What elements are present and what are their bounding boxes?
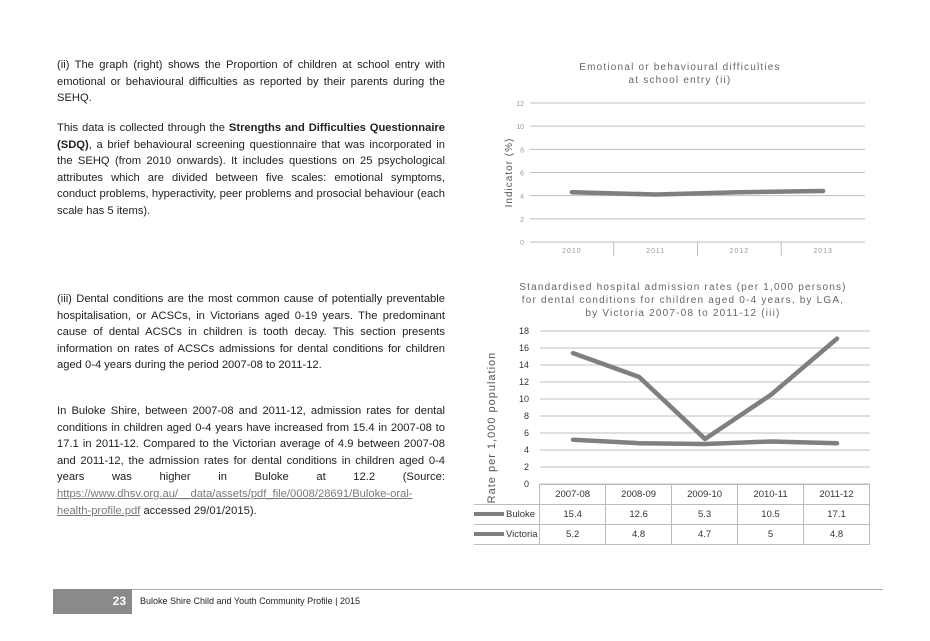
table-header-cell: 2008-09 bbox=[606, 485, 672, 505]
x-tick-label: 2012 bbox=[729, 248, 750, 255]
y-tick-label: 8 bbox=[520, 147, 524, 155]
sdq-text-start: This data is collected through the bbox=[57, 122, 229, 134]
table-cell: 4.8 bbox=[804, 525, 870, 545]
x-tick-label: 2010 bbox=[562, 248, 582, 255]
table-cell: 15.4 bbox=[540, 505, 606, 525]
y-tick-label: 4 bbox=[523, 445, 529, 455]
page-number: 23 bbox=[112, 594, 126, 608]
y-tick-label: 12 bbox=[518, 377, 529, 387]
data-point bbox=[771, 441, 772, 442]
y-tick-label: 16 bbox=[518, 343, 529, 353]
paragraph-sehq-intro: (ii) The graph (right) shows the Proportion of children at school entry with emotional or behavioural difficulties as reported by their parents during the SEHQ. bbox=[57, 59, 445, 105]
legend-label: Victoria bbox=[506, 529, 538, 540]
source-link[interactable]: https://www.dhsv.org.au/__data/assets/pdf_file/0008/28691/Buloke-oral-health-profile.pdf bbox=[57, 487, 413, 517]
table-cell: 4.7 bbox=[672, 525, 738, 545]
footer-title: Buloke Shire Child and Youth Community Profile | 2015 bbox=[140, 596, 360, 606]
data-point bbox=[639, 443, 640, 444]
sdq-text-end: , a brief behavioural screening questionnaire that was incorporated in the SEHQ (from 2010 onwards). It includes questions on 25 psychological attributes which are divided between five scales: emotional symptoms, conduct problems, hyperactivity, peer problems and prosocial behaviour (each scale has 5 items). bbox=[57, 138, 445, 217]
data-point bbox=[573, 353, 574, 354]
data-point bbox=[837, 443, 838, 444]
y-tick-label: 2 bbox=[520, 216, 524, 224]
y-tick-label: 0 bbox=[523, 479, 529, 489]
legend-victoria bbox=[474, 525, 540, 545]
table-cell: 17.1 bbox=[804, 505, 870, 525]
table-row bbox=[474, 525, 870, 545]
y-tick-label: 0 bbox=[520, 240, 524, 247]
chart1-title-line1: Emotional or behavioural difficulties bbox=[579, 62, 781, 73]
table-corner bbox=[474, 485, 540, 505]
series-line-buloke bbox=[573, 339, 837, 439]
x-tick-label: 2011 bbox=[646, 248, 666, 255]
data-point bbox=[705, 438, 706, 439]
table-cell: 4.8 bbox=[606, 525, 672, 545]
chart2-title-line1: Standardised hospital admission rates (per 1,000 persons) bbox=[519, 282, 847, 293]
table-header-row bbox=[474, 485, 870, 505]
legend-label: Buloke bbox=[506, 509, 536, 520]
table-header-cell: 2009-10 bbox=[672, 485, 738, 505]
table-header-cell: 2011-12 bbox=[804, 485, 870, 505]
data-point bbox=[705, 444, 706, 445]
chart1-title-line2: at school entry (ii) bbox=[628, 75, 732, 86]
table-header-cell: 2007-08 bbox=[540, 485, 606, 505]
chart2-title-line2: for dental conditions for children aged 0-4 years, by LGA, bbox=[521, 295, 845, 306]
table-cell: 10.5 bbox=[738, 505, 804, 525]
legend-buloke bbox=[474, 505, 540, 525]
legend-line-icon bbox=[474, 532, 504, 536]
y-tick-label: 2 bbox=[523, 462, 529, 472]
y-axis-label: Rate per 1,000 population bbox=[486, 351, 498, 504]
y-tick-label: 8 bbox=[523, 411, 529, 421]
table-cell: 5.2 bbox=[540, 525, 606, 545]
paragraph-dental-conditions: (iii) Dental conditions are the most common cause of potentially preventable hospitalisation, or ACSCs, in Victorians aged 0-19 years. The predominant cause of dental ACSCs in children is tooth decay. This section presents information on rates of ACSCs admissions for dental conditions for children aged 0-4 years during the period 2007-08 to 2011-12. bbox=[57, 293, 445, 372]
buloke-text-end: accessed 29/01/2015). bbox=[140, 504, 257, 517]
y-tick-label: 18 bbox=[518, 326, 529, 336]
buloke-text-start: In Buloke Shire, between 2007-08 and 2011-12, admission rates for dental conditions in children aged 0-4 years have increased from 15.4 in 2007-08 to 17.1 in 2011-12. Compared to the Victorian average of 4.9 between 2007-08 and 2011-12, the admission rates for dental conditions in children aged 0-4 years was higher in Buloke at 12.2 (Source: bbox=[57, 405, 445, 484]
y-tick-label: 14 bbox=[518, 360, 529, 370]
x-tick-label: 2013 bbox=[813, 248, 833, 255]
table-cell: 5.3 bbox=[672, 505, 738, 525]
y-axis-label: Indicator (%) bbox=[504, 137, 515, 208]
table-cell: 12.6 bbox=[606, 505, 672, 525]
data-point bbox=[639, 376, 640, 377]
legend-line-icon bbox=[474, 512, 504, 516]
table-cell: 5 bbox=[738, 525, 804, 545]
y-tick-label: 4 bbox=[520, 193, 524, 201]
table-header-cell: 2010-11 bbox=[738, 485, 804, 505]
chart2-data-table bbox=[474, 484, 870, 545]
data-point bbox=[573, 439, 574, 440]
sdq-bold-term: Strengths and Difficulties Questionnaire (SDQ) bbox=[57, 122, 445, 151]
y-tick-label: 6 bbox=[520, 170, 524, 178]
data-point bbox=[771, 394, 772, 395]
y-tick-label: 10 bbox=[516, 124, 524, 132]
y-tick-label: 10 bbox=[518, 394, 529, 404]
y-tick-label: 6 bbox=[523, 428, 529, 438]
data-point bbox=[837, 338, 838, 339]
y-tick-label: 12 bbox=[516, 101, 524, 108]
chart2-title-line3: by Victoria 2007-08 to 2011-12 (iii) bbox=[585, 308, 781, 319]
table-row bbox=[474, 505, 870, 525]
